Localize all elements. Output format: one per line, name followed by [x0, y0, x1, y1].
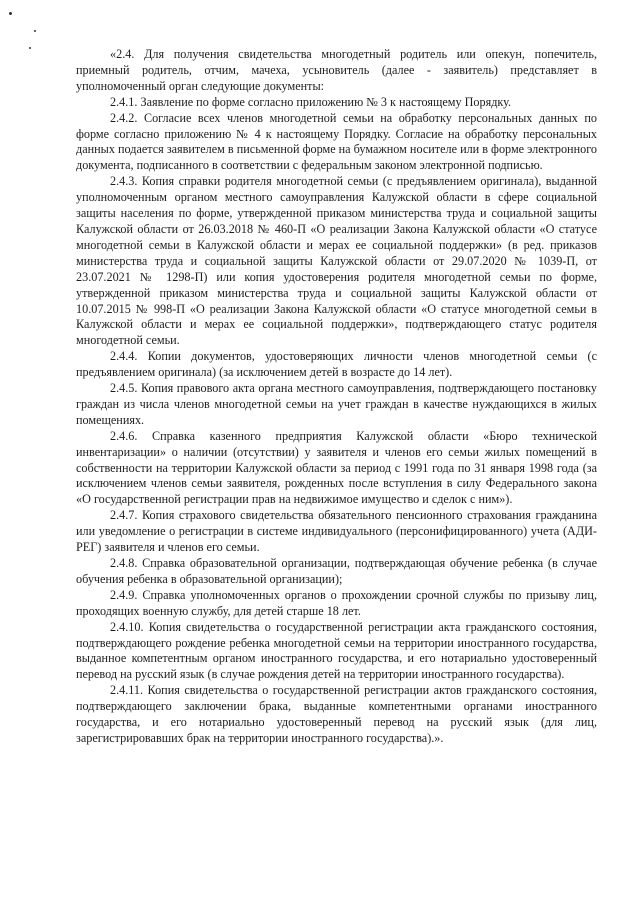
paragraph-2-4-2: 2.4.2. Согласие всех членов многодетной семьи на обработку персональных данных по форме согласно приложению № 4 к настоящему Порядку. Согласие на обработку персональных данных подается заявителем в письменной форме на бумажном носителе или в форме электронного документа, подписанного в соответствии с федеральным законом электронной подписью. — [76, 110, 597, 173]
paragraph-2-4-9: 2.4.9. Справка уполномоченных органов о прохождении срочной службы по призыву лиц, проходящих военную службу, для детей старше 18 лет. — [76, 587, 597, 618]
paragraph-2-4-8: 2.4.8. Справка образовательной организации, подтверждающая обучение ребенка (в случае обучения ребенка в образовательной организации); — [76, 556, 597, 586]
paragraph-2-4-1: 2.4.1. Заявление по форме согласно приложению № 3 к настоящему Порядку. — [110, 94, 512, 109]
paragraph-2-4: «2.4. Для получения свидетельства многодетный родитель или опекун, попечитель, приемный родитель, отчим, мачеха, усыновитель (далее - заявитель) представляет в уполномоченный орган следующие документы: — [76, 47, 597, 93]
paragraph-2-4-3: 2.4.3. Копия справки родителя многодетной семьи (с предъявлением оригинала), выданной уполномоченным органом местного самоуправления Калужской области в сфере социальной защиты населения по форме, утвержденной приказом министерства труда и социальной защиты Калужской области от 26.03.2018 № 460-П «О реализации Закона Калужской области «О статусе многодетной семьи в Калужской области и мерах ее социальной поддержки» (в ред. приказов министерства труда и социальной защиты Калужской области от 29.07.2020 № 1039-П, от 23.07.2021 № 1298-П) или копия удостоверения родителя многодетной семьи по форме, утвержденной приказом министерства труда и социальной защиты Калужской области от 10.07.2015 № 998-П «О реализации Закона Калужской области «О статусе многодетной семьи в Калужской области и мерах ее социальной поддержки», подтверждающего статус родителя многодетной семьи. — [76, 174, 597, 348]
paragraph-2-4-11: 2.4.11. Копия свидетельства о государственной регистрации актов гражданского состояния, подтверждающего заключении брака, выданные компетентными органами иностранного государства, и его нотариально удостоверенный перевод на русский язык (для лиц, зарегистрировавших брак на территории иностранного государства).». — [76, 683, 597, 745]
paragraph-2-4-4: 2.4.4. Копии документов, удостоверяющих личности членов многодетной семьи (с предъявлением оригинала) (за исключением детей в возрасте до 14 лет). — [76, 349, 597, 380]
paragraph-2-4-7: 2.4.7. Копия страхового свидетельства обязательного пенсионного страхования гражданина или уведомление о регистрации в системе индивидуального (персонифицированного) учета (АДИ-РЕГ) заявителя и членов его семьи. — [76, 508, 597, 555]
paragraph-2-4-6: 2.4.6. Справка казенного предприятия Калужской области «Бюро технической инвентаризации» о наличии (отсутствии) у заявителя и членов его семьи жилых помещений в собственности на территории Калужской области за период с 1991 года по 31 января 1998 года (за исключением членов семьи заявителя, рожденных после вступления в силу Федерального закона «О государственной регистрации прав на недвижимое имущество и сделок с ним»). — [76, 428, 597, 507]
scan-speck — [34, 30, 36, 32]
paragraph-2-4-10: 2.4.10. Копия свидетельства о государственной регистрации акта гражданского состояния, подтверждающего рождение ребенка многодетной семьи на территории иностранного государства, выданное компетентным органом иностранного государства, и его нотариально удостоверенный перевод на русский язык (в случае рождения детей на территории иностранного государства). — [76, 619, 597, 682]
scan-speck — [29, 47, 31, 49]
paragraph-2-4-5: 2.4.5. Копия правового акта органа местного самоуправления, подтверждающего постановку граждан из числа членов многодетной семьи на учет граждан в качестве нуждающихся в жилых помещениях. — [76, 381, 597, 427]
document-body — [76, 47, 597, 747]
scan-speck — [9, 12, 12, 15]
